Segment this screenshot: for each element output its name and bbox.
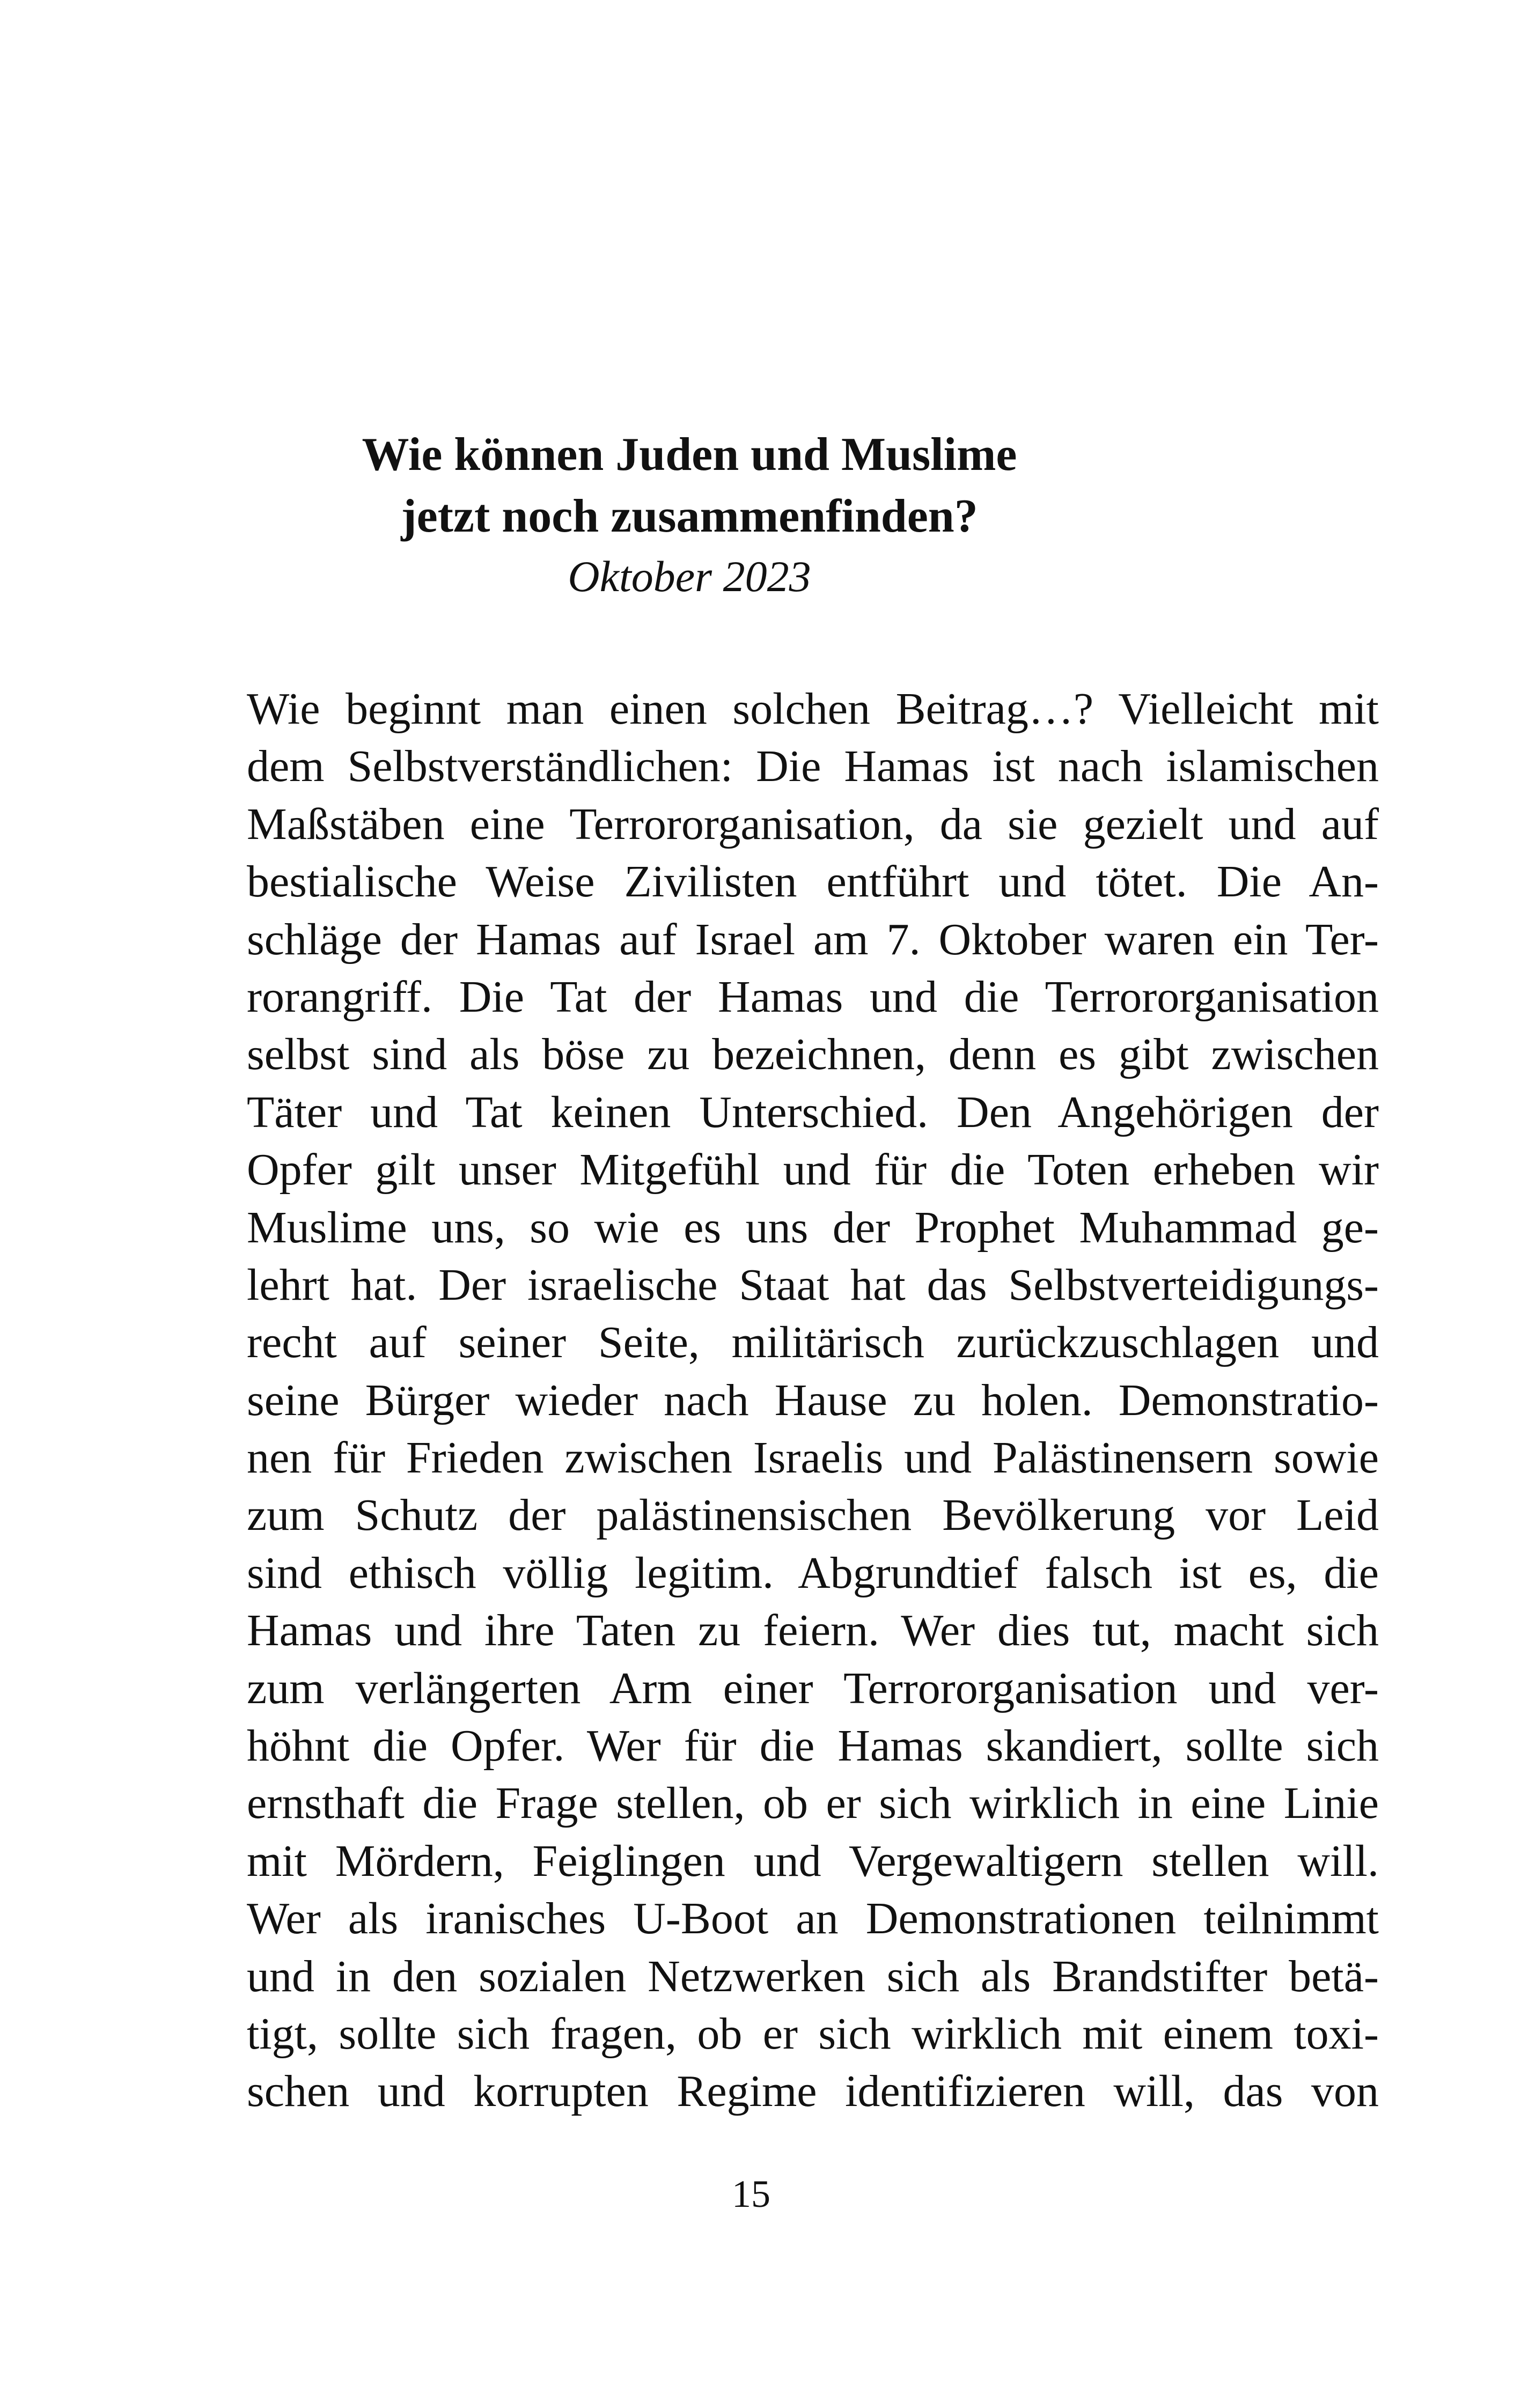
page-number: 15 [732, 2173, 770, 2215]
text-line: rorangriff. Die Tat der Hamas und die Terrororganisation [247, 971, 1379, 1022]
text-line: lehrt hat. Der israelische Staat hat das Selbstverteidigungs- [247, 1260, 1379, 1310]
text-line: zum verlängerten Arm einer Terrororganisation und ver- [247, 1663, 1379, 1713]
text-line: Wie beginnt man einen solchen Beitrag…? Vielleicht mit [247, 684, 1379, 734]
text-line: Täter und Tat keinen Unterschied. Den Angehörigen der [247, 1087, 1379, 1137]
text-line: tigt, sollte sich fragen, ob er sich wirklich mit einem toxi- [247, 2008, 1379, 2059]
text-line: mit Mördern, Feiglingen und Vergewaltigern stellen will. [247, 1836, 1379, 1886]
text-line: Hamas und ihre Taten zu feiern. Wer dies tut, macht sich [247, 1606, 1379, 1656]
text-line: schläge der Hamas auf Israel am 7. Oktober waren ein Ter- [247, 914, 1379, 964]
text-line: dem Selbstverständlichen: Die Hamas ist nach islamischen [247, 741, 1379, 792]
text-line: bestialische Weise Zivilisten entführt und tötet. Die An- [247, 857, 1379, 907]
text-line: Wer als iranisches U-Boot an Demonstrationen teilnimmt [247, 1894, 1379, 1944]
text-line: höhnt die Opfer. Wer für die Hamas skandiert, sollte sich [247, 1721, 1379, 1771]
text-line: seine Bürger wieder nach Hause zu holen. Demonstratio- [247, 1375, 1379, 1425]
text-line: selbst sind als böse zu bezeichnen, denn es gibt zwischen [247, 1029, 1379, 1080]
chapter-date: Oktober 2023 [568, 552, 811, 601]
chapter-title-line-2: jetzt noch zusammenfinden? [401, 490, 978, 542]
chapter-title-line-1: Wie können Juden und Muslime [362, 429, 1017, 481]
text-line: Muslime uns, so wie es uns der Prophet Muhammad ge- [247, 1202, 1379, 1253]
text-line: Opfer gilt unser Mitgefühl und für die Toten erheben wir [247, 1145, 1379, 1195]
body-paragraph [247, 680, 1379, 2120]
text-line: recht auf seiner Seite, militärisch zurückzuschlagen und [247, 1317, 1379, 1368]
text-line: und in den sozialen Netzwerken sich als Brandstifter betä- [247, 1951, 1379, 2001]
chapter-heading [247, 424, 1132, 606]
text-line: nen für Frieden zwischen Israelis und Palästinensern sowie [247, 1433, 1379, 1483]
text-line: schen und korrupten Regime identifizieren will, das von [247, 2066, 1379, 2117]
text-line: zum Schutz der palästinensischen Bevölkerung vor Leid [247, 1490, 1379, 1541]
text-line: sind ethisch völlig legitim. Abgrundtief falsch ist es, die [247, 1548, 1379, 1598]
text-line: ernsthaft die Frage stellen, ob er sich wirklich in eine Linie [247, 1778, 1379, 1829]
text-line: Maßstäben eine Terrororganisation, da sie gezielt und auf [247, 799, 1379, 849]
